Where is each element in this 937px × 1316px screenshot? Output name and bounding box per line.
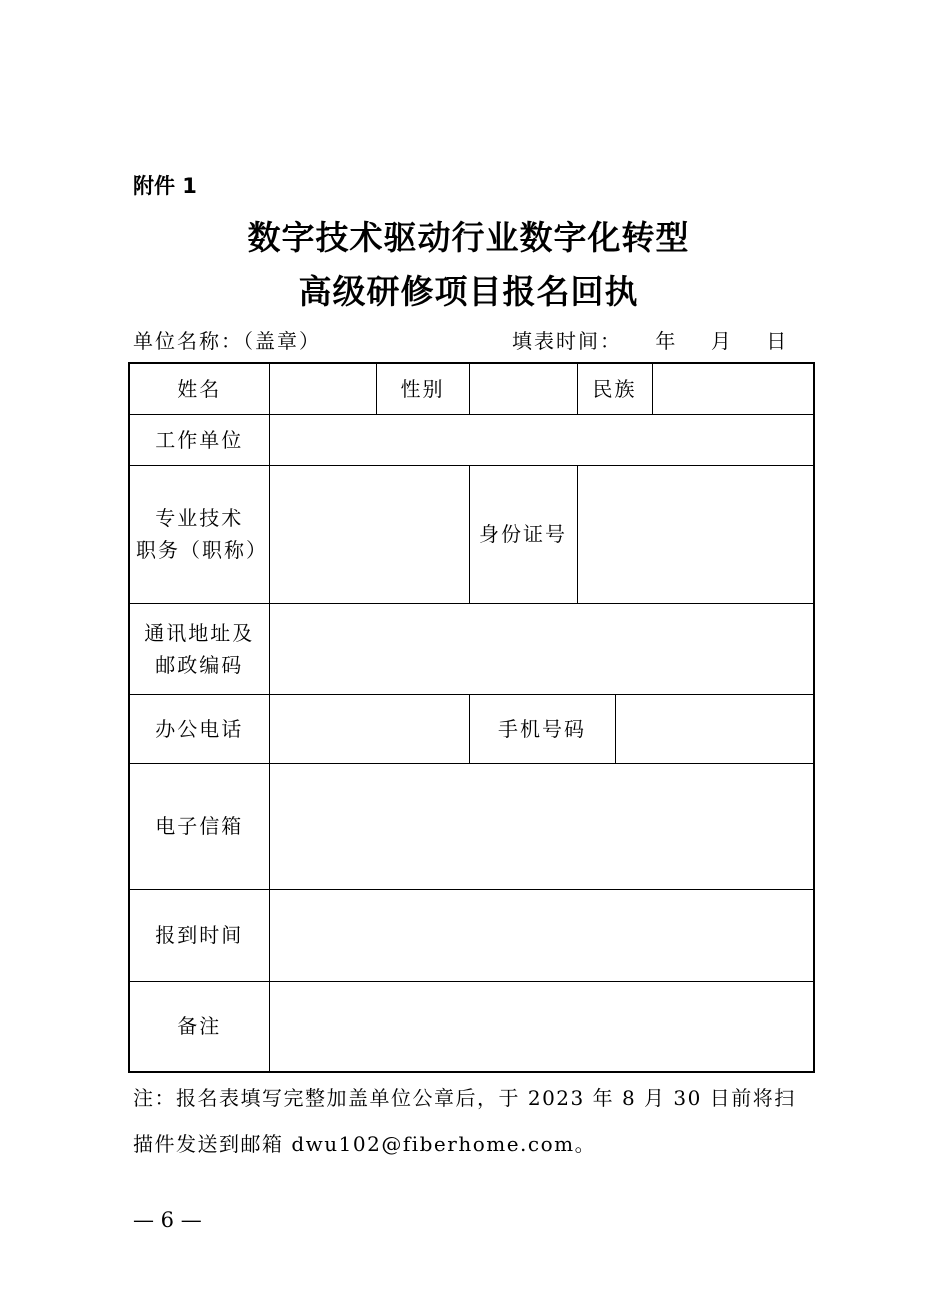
table-row <box>129 363 814 414</box>
arrival-time-label: 报到时间 <box>129 889 269 981</box>
mobile-label: 手机号码 <box>469 694 615 763</box>
office-phone-field[interactable] <box>269 694 469 763</box>
address-label <box>129 603 269 694</box>
registration-form-table <box>128 362 815 1073</box>
work-unit-field[interactable] <box>269 414 814 465</box>
attachment-label: 附件 1 <box>133 174 197 198</box>
form-title-line2: 高级研修项目报名回执 <box>298 272 639 311</box>
note-line1: 注：报名表填写完整加盖单位公章后，于 2023 年 8 月 30 日前将扫 <box>133 1086 796 1110</box>
professional-title-label-line2: 职务（职称） <box>136 538 268 562</box>
table-row <box>129 889 814 981</box>
mobile-field[interactable] <box>615 694 814 763</box>
professional-title-label-line1: 专业技术 <box>155 506 244 530</box>
table-row <box>129 603 814 694</box>
address-label-line1: 通讯地址及 <box>144 620 255 645</box>
ethnicity-label: 民族 <box>577 363 652 414</box>
remarks-label: 备注 <box>129 981 269 1072</box>
remarks-field[interactable] <box>269 981 814 1072</box>
form-title-line1: 数字技术驱动行业数字化转型 <box>247 218 690 257</box>
address-field[interactable] <box>269 603 814 694</box>
table-row <box>129 694 814 763</box>
name-label: 姓名 <box>129 363 269 414</box>
gender-field[interactable] <box>469 363 577 414</box>
id-number-label: 身份证号 <box>469 465 577 603</box>
professional-title-label <box>129 465 269 603</box>
id-number-field[interactable] <box>577 465 814 603</box>
professional-title-field[interactable] <box>269 465 469 603</box>
table-row <box>129 763 814 889</box>
email-label: 电子信箱 <box>129 763 269 889</box>
arrival-time-field[interactable] <box>269 889 814 981</box>
address-label-line2: 邮政编码 <box>155 652 244 677</box>
work-unit-label: 工作单位 <box>129 414 269 465</box>
table-row <box>129 414 814 465</box>
ethnicity-field[interactable] <box>652 363 814 414</box>
name-field[interactable] <box>269 363 376 414</box>
note-line2: 描件发送到邮箱 dwu102@fiberhome.com。 <box>133 1132 597 1156</box>
fill-date-label: 填表时间： 年 月 日 <box>512 329 789 353</box>
table-row <box>129 465 814 603</box>
office-phone-label: 办公电话 <box>129 694 269 763</box>
unit-name-label: 单位名称：（盖章） <box>133 329 321 353</box>
table-row <box>129 981 814 1072</box>
gender-label: 性别 <box>376 363 469 414</box>
email-field[interactable] <box>269 763 814 889</box>
page-number: — 6 — <box>133 1208 202 1232</box>
